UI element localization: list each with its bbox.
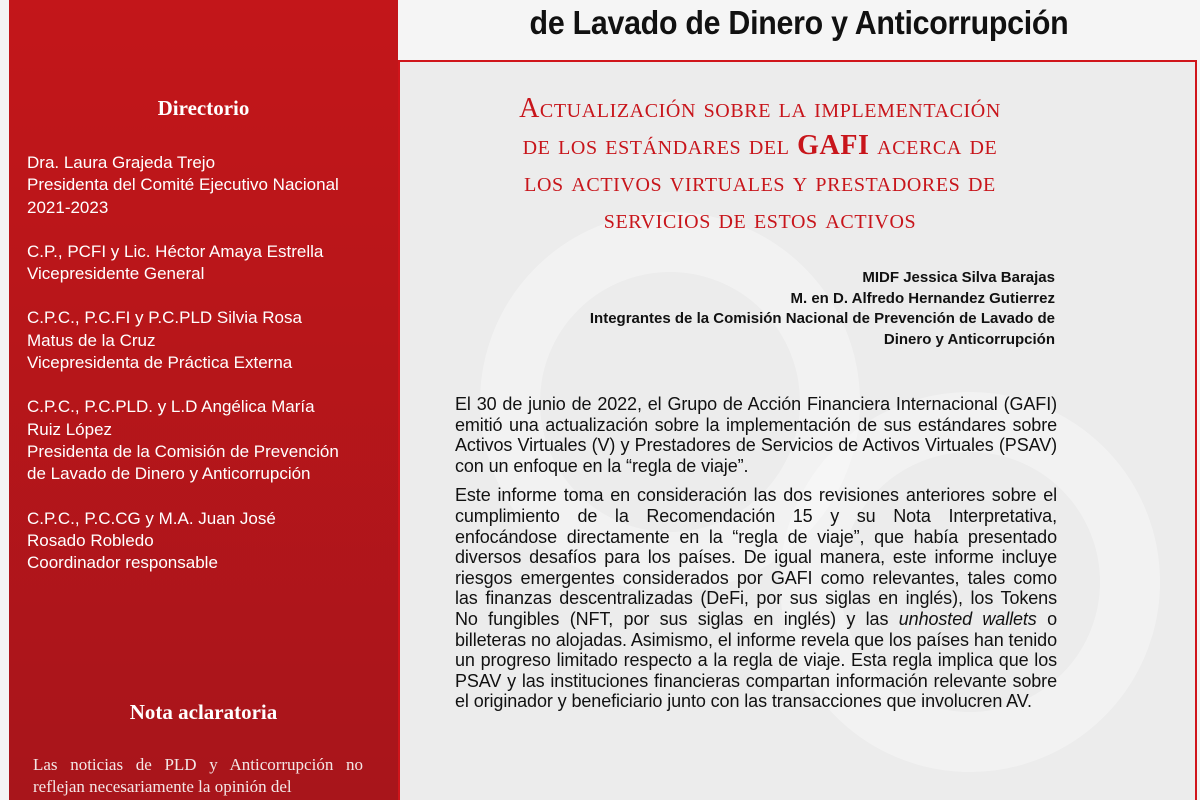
author-line: MIDF Jessica Silva Barajas <box>862 269 1055 286</box>
directory-entry <box>27 307 387 374</box>
paragraph-1: El 30 de junio de 2022, el Grupo de Acción Financiera Internacional (GAFI) emitió una actualización sobre la implementación de sus estándares sobre Activos Virtuales (V) y Prestadores de Servicios de Activos Virtuales (PSAV) con un enfoque en la “regla de viaje”. <box>455 394 1057 476</box>
directory-line: Matus de la Cruz <box>27 330 156 350</box>
article-title <box>450 90 1070 238</box>
author-line: M. en D. Alfredo Hernandez Gutierrez <box>790 289 1055 307</box>
directory-line: C.P., PCFI y Lic. Héctor Amaya Estrella <box>27 241 324 261</box>
directory-line: Vicepresidente General <box>27 264 205 284</box>
author-line: Integrantes de la Comisión Nacional de Prevención de Lavado de <box>589 310 1055 327</box>
directory-line: Coordinador responsable <box>27 553 218 573</box>
paragraph-2-emphasis: unhosted wallets <box>898 608 1037 629</box>
nota-text: Las noticias de PLD y Anticorrupción no reflejan necesariamente la opinión del <box>33 755 363 796</box>
page-header <box>398 0 1200 60</box>
directory-line: 2021-2023 <box>27 197 109 217</box>
directory-line: Dra. Laura Grajeda Trejo <box>27 153 216 172</box>
directory-line: Presidenta del Comité Ejecutivo Nacional <box>27 175 339 195</box>
title-line-text: acerca de <box>869 130 998 161</box>
title-line: servicios de estos activos <box>603 204 917 235</box>
directory-line: C.P.C., P.C.CG y M.A. Juan José <box>27 508 276 528</box>
paragraph-2 <box>455 485 1057 712</box>
directory-entry <box>27 396 387 485</box>
directory-line: Vicepresidenta de Práctica Externa <box>27 353 293 373</box>
directory-line: C.P.C., P.C.FI y P.C.PLD Silvia Rosa <box>27 308 302 328</box>
article-body <box>455 394 1057 721</box>
title-line <box>450 127 1070 164</box>
directory-line: Ruiz López <box>27 419 113 439</box>
article-panel <box>398 60 1197 800</box>
directory-entry <box>27 241 387 286</box>
article-authors <box>590 268 1055 350</box>
directory-line: C.P.C., P.C.PLD. y L.D Angélica María <box>27 397 315 417</box>
title-line: Actualización sobre la implementación <box>519 93 1001 124</box>
sidebar-directory <box>9 0 398 800</box>
paragraph-2-text: Este informe toma en consideración las dos revisiones anteriores sobre el cumplimiento de la Recomendación 15 y su Nota Interpretativa, enfocándose directamente en la “regla de viaje”, que había presentado diversos desafíos para los países. De igual manera, este informe incluye riesgos emergentes considerados por GAFI como relevantes, tales como las finanzas descentralizadas (DeFi, por sus siglas en inglés), los Tokens No fungibles (NFT, por sus siglas en inglés) y las <box>455 485 1057 629</box>
directory-line: de Lavado de Dinero y Anticorrupción <box>27 464 311 484</box>
directory-line: Rosado Robledo <box>27 530 154 550</box>
nota-heading: Nota aclaratoria <box>129 700 278 724</box>
directory-entry <box>27 508 387 575</box>
header-title: de Lavado de Dinero y Anticorrupción <box>529 4 1069 41</box>
directory-entry <box>27 152 387 219</box>
paragraph-2-text: o billeteras no alojadas. Asimismo, el informe revela que los países han tenido un progreso limitado respecto a la regla de viaje. Esta regla implica que los PSAV y las instituciones financieras compartan información relevante sobre el originador y beneficiario junto con las transacciones que involucren AV. <box>455 608 1057 712</box>
author-line: Dinero y Anticorrupción <box>883 330 1055 348</box>
directory-list <box>27 152 387 596</box>
directory-line: Presidenta de la Comisión de Prevención <box>27 441 339 461</box>
directorio-heading: Directorio <box>157 96 250 120</box>
title-gafi: GAFI <box>797 130 870 161</box>
title-line: los activos virtuales y prestadores de <box>524 167 996 198</box>
title-line-text: de los estándares del <box>522 130 798 161</box>
